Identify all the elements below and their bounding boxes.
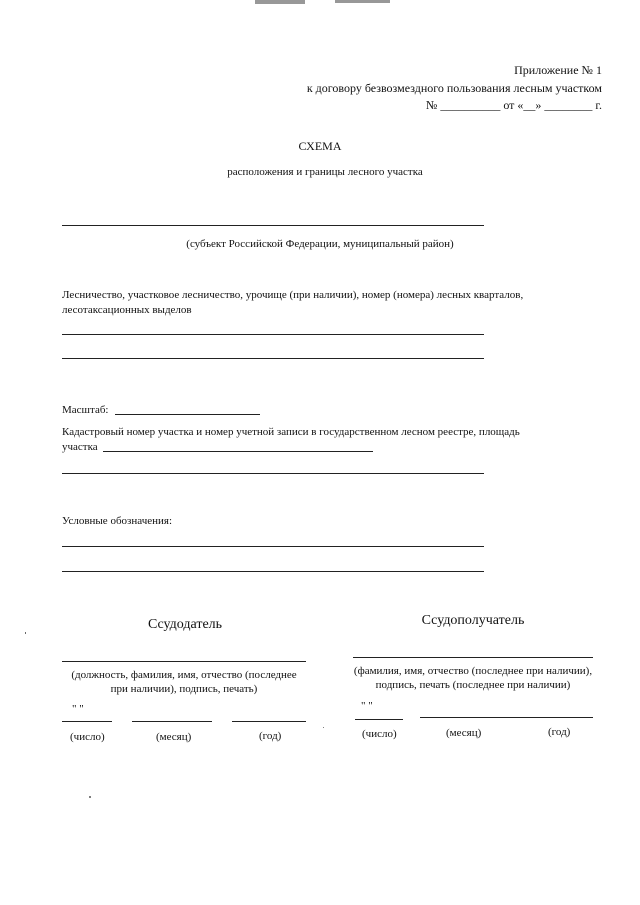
scan-speck	[89, 796, 91, 798]
lender-signature-line[interactable]	[62, 661, 306, 662]
area-field-line[interactable]	[103, 451, 373, 452]
subject-caption: (субъект Российской Федерации, муниципальный район)	[186, 238, 454, 250]
borrower-day-caption: (число)	[362, 728, 397, 740]
lender-date-quotes: " "	[72, 703, 84, 715]
borrower-date-quotes: " "	[361, 700, 373, 712]
cadastral-label: Кадастровый номер участка и номер учетной записи в государственном лесном реестре, площадь	[62, 426, 520, 438]
scheme-title: СХЕМА	[298, 139, 342, 153]
borrower-day-line[interactable]	[355, 719, 403, 720]
appendix-label: Приложение № 1	[514, 63, 602, 77]
borrower-title: Ссудополучатель	[421, 613, 525, 628]
scale-label: Масштаб:	[62, 404, 109, 416]
lender-year-line[interactable]	[232, 721, 306, 722]
lender-year-caption: (год)	[259, 730, 282, 742]
lender-month-caption: (месяц)	[156, 731, 192, 743]
borrower-month-caption: (месяц)	[446, 727, 482, 739]
lender-title: Ссудодатель	[147, 617, 223, 632]
borrower-year-caption: (год)	[548, 726, 571, 738]
forestry-field-line-2[interactable]	[62, 358, 484, 359]
legend-field-line-2[interactable]	[62, 571, 484, 572]
legend-field-line-1[interactable]	[62, 546, 484, 547]
lender-caption-cont: при наличии), подпись, печать)	[110, 683, 258, 695]
borrower-caption: (фамилия, имя, отчество (последнее при наличии),	[353, 665, 593, 677]
contract-number-line: № __________ от «__» ________ г.	[425, 98, 602, 112]
borrower-signature-line[interactable]	[353, 657, 593, 658]
forestry-field-line-1[interactable]	[62, 334, 484, 335]
cadastral-label-cont: участка	[62, 441, 98, 453]
contract-label: к договору безвозмездного пользования лесным участком	[306, 81, 602, 95]
borrower-month-line[interactable]	[420, 717, 593, 718]
scan-speck	[323, 727, 324, 728]
subject-field-line[interactable]	[62, 225, 484, 226]
lender-day-caption: (число)	[70, 731, 105, 743]
scan-artifact	[255, 0, 305, 4]
cadastral-field-line[interactable]	[62, 473, 484, 474]
forestry-label: Лесничество, участковое лесничество, урочище (при наличии), номер (номера) лесных кварталов,	[62, 289, 524, 301]
scan-artifact	[335, 0, 390, 3]
lender-caption: (должность, фамилия, имя, отчество (последнее	[71, 669, 297, 681]
lender-month-line[interactable]	[132, 721, 212, 722]
borrower-caption-cont: подпись, печать (последнее при наличии)	[375, 679, 571, 691]
legend-label: Условные обозначения:	[62, 515, 173, 527]
lender-day-line[interactable]	[62, 721, 112, 722]
forestry-label-cont: лесотаксационных выделов	[62, 304, 192, 316]
scan-speck	[25, 632, 26, 634]
scheme-subtitle: расположения и границы лесного участка	[227, 166, 423, 178]
scale-field-line[interactable]	[115, 414, 260, 415]
